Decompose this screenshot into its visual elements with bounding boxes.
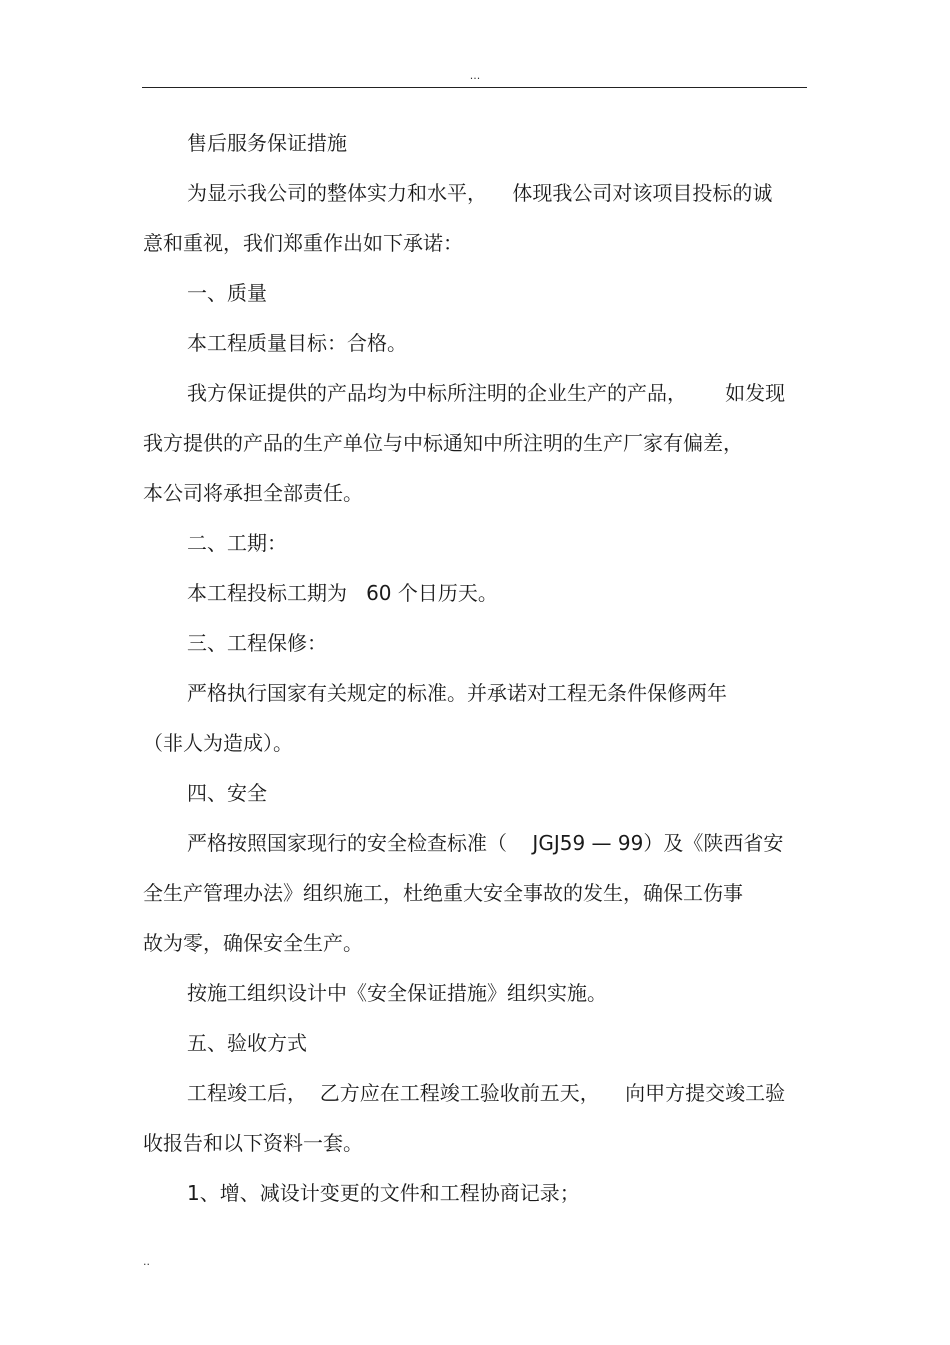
section-heading: 一、质量: [187, 281, 267, 305]
paragraph-line: 意和重视，我们郑重作出如下承诺：: [143, 231, 463, 255]
paragraph-line: 本工程投标工期为 60 个日历天。: [187, 581, 498, 605]
header-mark: ...: [469, 69, 481, 82]
list-item: 1、增、减设计变更的文件和工程协商记录；: [187, 1181, 580, 1205]
section-heading: 五、验收方式: [187, 1031, 307, 1055]
paragraph-line: 工程竣工后， 乙方应在工程竣工验收前五天， 向甲方提交竣工验: [187, 1081, 786, 1105]
paragraph-line: 我方提供的产品的生产单位与中标通知中所注明的生产厂家有偏差，: [143, 431, 743, 455]
paragraph-line: 为显示我公司的整体实力和水平， 体现我公司对该项目投标的诚: [187, 181, 773, 205]
doc-title: 售后服务保证措施: [187, 131, 347, 155]
paragraph-line: 本工程质量目标：合格。: [187, 331, 407, 355]
header-rule: [142, 87, 807, 88]
paragraph-line: 严格执行国家有关规定的标准。并承诺对工程无条件保修两年: [187, 681, 727, 705]
paragraph-line: 我方保证提供的产品均为中标所注明的企业生产的产品， 如发现: [187, 381, 786, 405]
paragraph-line: 按施工组织设计中《安全保证措施》组织实施。: [187, 981, 607, 1005]
paragraph-line: 故为零，确保安全生产。: [143, 931, 363, 955]
section-heading: 二、工期：: [187, 531, 287, 555]
section-heading: 四、安全: [187, 781, 267, 805]
footer-mark: ..: [143, 1255, 150, 1268]
paragraph-line: 收报告和以下资料一套。: [143, 1131, 363, 1155]
paragraph-line: 严格按照国家现行的安全检查标准（ JGJ59 — 99）及《陕西省安: [187, 831, 784, 855]
paragraph-line: （非人为造成）。: [143, 731, 293, 755]
section-heading: 三、工程保修：: [187, 631, 327, 655]
paragraph-line: 本公司将承担全部责任。: [143, 481, 363, 505]
paragraph-line: 全生产管理办法》组织施工，杜绝重大安全事故的发生，确保工伤事: [143, 881, 743, 905]
